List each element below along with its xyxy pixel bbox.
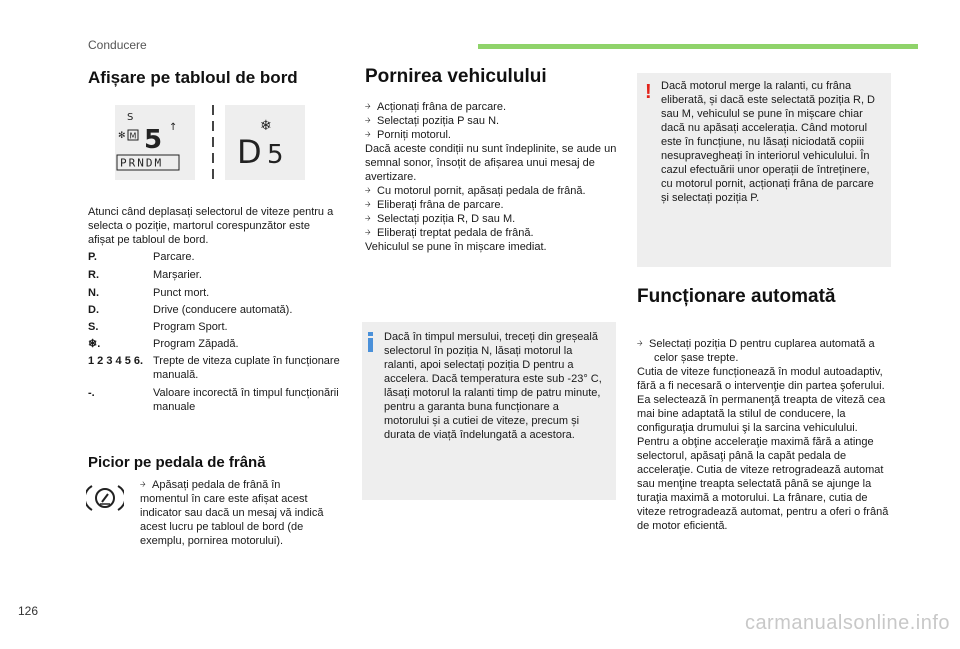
legend-key: S.: [88, 321, 99, 333]
start-instructions: [365, 100, 617, 254]
dashboard-intro: Atunci când deplasați selectorul de viteze pentru a selecta o poziție, martorul corespunzător este afișat pe tabloul de bord.: [88, 206, 334, 246]
info-note-text: Dacă în timpul mersului, treceți din greșeală selectorul în poziția N, lăsați motorul la ralanti, apoi selectați poziția D pentru a accelera. Dacă temperatura este sub -23° C, lăsați motorul la ralanti timp de patru minute, pentru a garanta buna funcționare a motorului și a cutiei de viteze, precum și durata de viață îndelungată a acestora.: [384, 331, 602, 441]
legend-key: P.: [88, 251, 97, 263]
legend-value: Drive (conducere automată).: [153, 304, 293, 316]
page-number: 126: [18, 604, 39, 618]
legend-key: 1 2 3 4 5 6.: [88, 355, 144, 367]
dashboard-display-manual: [115, 105, 195, 180]
legend-key: N.: [88, 287, 99, 299]
start-step: ￫ Selectați poziția R, D sau M.: [365, 213, 516, 225]
svg-text:M: M: [129, 131, 137, 141]
legend-key: -.: [88, 387, 95, 399]
legend-key: D.: [88, 304, 99, 316]
legend-key: R.: [88, 269, 99, 281]
brake-heading: Picior pe pedala de frână: [88, 454, 266, 471]
display-digit: 5: [267, 140, 284, 170]
watermark: carmanualsonline.info: [744, 612, 950, 634]
legend-value: Parcare.: [153, 251, 195, 263]
section-label: Conducere: [88, 38, 147, 52]
start-result: Vehiculul se pune în mișcare imediat.: [365, 241, 547, 253]
warning-note-text: Dacă motorul merge la ralanti, cu frâna eliberată, și dacă este selectată poziția R, D sau M, vehiculul se pune în mișcare chiar dacă nu apăsați accelerația. Când motorul este în funcțiune, nu lăsați niciodată copiii nesupravegheați în interiorul vehiculului. În cazul efectuării unor operații de întreținere, cu motorul pornit, acționați frâna de parcare și selectați poziția P.: [661, 80, 876, 204]
brake-pedal-icon: [86, 482, 124, 519]
start-heading: Pornirea vehiculului: [365, 66, 547, 87]
snowflake-icon: ❄: [260, 118, 272, 134]
dashboard-display-auto: [225, 105, 305, 180]
upshift-arrow-icon: ↑: [169, 122, 178, 133]
auto-heading: Funcționare automată: [637, 286, 836, 307]
auto-content: [637, 337, 891, 533]
start-condition: Dacă aceste condiții nu sunt îndeplinite, se aude un semnal sonor, însoțit de afișarea unui mesaj de avertizare.: [365, 143, 617, 183]
section-accent-bar: [478, 44, 918, 49]
info-icon: [368, 332, 373, 352]
start-step: ￫ Porniți motorul.: [365, 129, 451, 141]
arrow-bullet-icon: ￫: [140, 479, 146, 491]
dashboard-heading: Afișare pe tabloul de bord: [88, 68, 298, 87]
display-letter: D: [237, 133, 262, 171]
warning-icon: !: [645, 81, 652, 103]
legend-value: Punct mort.: [153, 287, 210, 299]
display-top-letter: S: [127, 112, 134, 123]
warning-note: [637, 73, 891, 267]
auto-text: Cutia de viteze funcționează în modul autoadaptiv, fără a fi necesară o intervenţie din partea şoferului. Ea selectează în permanenţă treapta de viteză cea mai bine adaptată la stilul de conducere, la configuraţia drumului şi la sarcina vehiculului. Pentru a obţine acceleraţie maximă fără a atinge selectorul, apăsaţi până la capăt pedala de acceleraţie. Cutia de viteze retrogradează automat sau menţine treapta selectată până se ajunge la turaţia maximă a motorului. La frânare, cutia de viteze retrogradează automat, pentru a oferi o frână de motor eficientă.: [637, 366, 889, 532]
image-divider: [212, 105, 214, 180]
legend-key: ❄.: [88, 338, 101, 350]
start-step: ￫ Cu motorul pornit, apăsați pedala de frână.: [365, 185, 586, 197]
start-step: ￫ Selectați poziția P sau N.: [365, 115, 500, 127]
auto-bullet: ￫ Selectați poziția D pentru cuplarea automată a celor șase trepte.: [637, 338, 875, 364]
display-gear-digit: 5: [144, 125, 163, 155]
info-note: [362, 322, 616, 500]
start-step: ￫ Eliberați frâna de parcare.: [365, 199, 504, 211]
legend-value: Marșarier.: [153, 269, 202, 281]
start-step: ￫ Acționați frâna de parcare.: [365, 101, 507, 113]
display-gear-strip: PRNDM: [120, 156, 164, 170]
legend-value: Program Sport.: [153, 321, 228, 333]
legend-value: Trepte de viteza cuplate în funcționare manuală.: [153, 355, 340, 381]
snowflake-icon: ✻: [118, 131, 126, 141]
start-step: ￫ Eliberați treptat pedala de frână.: [365, 227, 534, 239]
legend-value: Program Zăpadă.: [153, 338, 239, 350]
legend-value: Valoare incorectă în timpul funcționării manuale: [153, 387, 339, 413]
brake-text: ￫ Apăsați pedala de frână în momentul în care este afișat acest indicator sau dacă un mesaj vă indică acest lucru pe tabloul de bord (de exemplu, pornirea motorului).: [140, 479, 324, 547]
